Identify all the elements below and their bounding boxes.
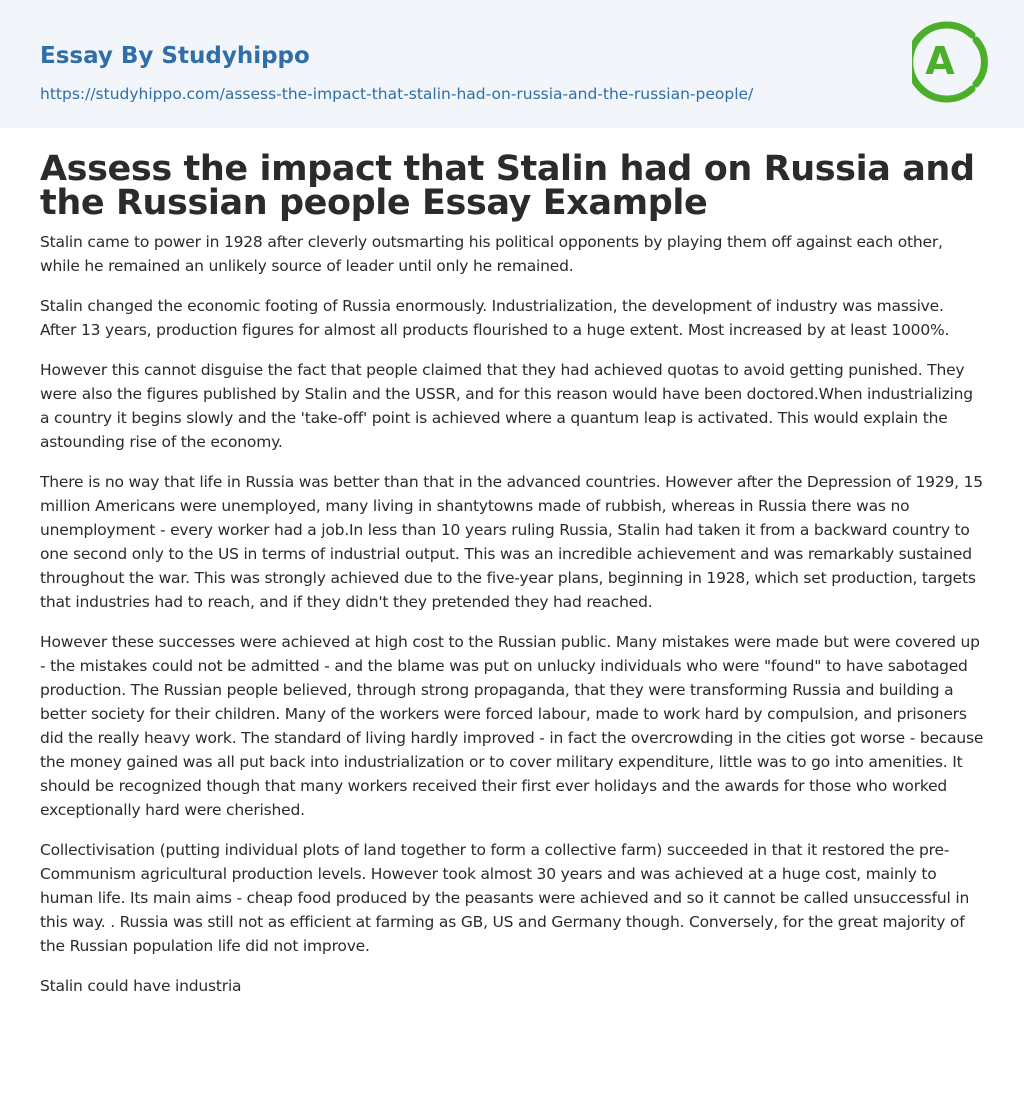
page-title: Assess the impact that Stalin had on Russia and the Russian people Essay Example [40, 149, 975, 223]
site-title-link[interactable]: Essay By Studyhippo [40, 43, 310, 69]
logo-letter: A [925, 39, 955, 83]
article [0, 149, 1024, 998]
article-body [40, 230, 984, 998]
site-header [0, 0, 1024, 128]
article-paragraph: However this cannot disguise the fact that people claimed that they had achieved quotas to avoid getting punished. They were also the figures published by Stalin and the USSR, and for this reason would have been doctored.When industrializing a country it begins slowly and the 'take-off' point is achieved where a quantum leap is activated. This would explain the astounding rise of the economy. [40, 361, 973, 451]
article-paragraph: Stalin came to power in 1928 after cleverly outsmarting his political opponents by playing them off against each other, while he remained an unlikely source of leader until only he remained. [40, 233, 943, 275]
article-paragraph: There is no way that life in Russia was better than that in the advanced countries. However after the Depression of 1929, 15 million Americans were unemployed, many living in shantytowns made of rubbish, whereas in Russia there was no unemployment - every worker had a job.In less than 10 years ruling Russia, Stalin had taken it from a backward country to one second only to the US in terms of industrial output. This was an incredible achievement and was remarkably sustained throughout the war. This was strongly achieved due to the five-year plans, beginning in 1928, which set production, targets that industries had to reach, and if they didn't they pretended they had reached. [40, 473, 983, 611]
page-url-link[interactable]: https://studyhippo.com/assess-the-impact-that-stalin-had-on-russia-and-the-russian-people/ [40, 85, 754, 103]
article-paragraph: Collectivisation (putting individual plots of land together to form a collective farm) succeeded in that it restored the pre-Communism agricultural production levels. However took almost 30 years and was achieved at a huge cost, mainly to human life. Its main aims - cheap food produced by the peasants were achieved and so it cannot be called unsuccessful in this way. . Russia was still not as efficient at farming as GB, US and Germany though. Conversely, for the great majority of the Russian population life did not improve. [40, 841, 970, 955]
article-paragraph: Stalin changed the economic footing of Russia enormously. Industrialization, the development of industry was massive. After 13 years, production figures for almost all products flourished to a huge extent. Most increased by at least 1000%. [40, 297, 950, 339]
article-paragraph: Stalin could have industria [40, 977, 242, 995]
letter-a-circle-logo[interactable] [912, 18, 988, 106]
article-paragraph: However these successes were achieved at high cost to the Russian public. Many mistakes were made but were covered up - the mistakes could not be admitted - and the blame was put on unlucky individuals who were "found" to have sabotaged production. The Russian people believed, through strong propaganda, that they were transforming Russia and building a better society for their children. Many of the workers were forced labour, made to work hard by compulsion, and prisoners did the really heavy work. The standard of living hardly improved - in fact the overcrowding in the cities got worse - because the money gained was all put back into industrialization or to cover military expenditure, little was to go into amenities. It should be recognized though that many workers received their first ever holidays and the awards for those who worked exceptionally hard were cherished. [40, 633, 984, 819]
